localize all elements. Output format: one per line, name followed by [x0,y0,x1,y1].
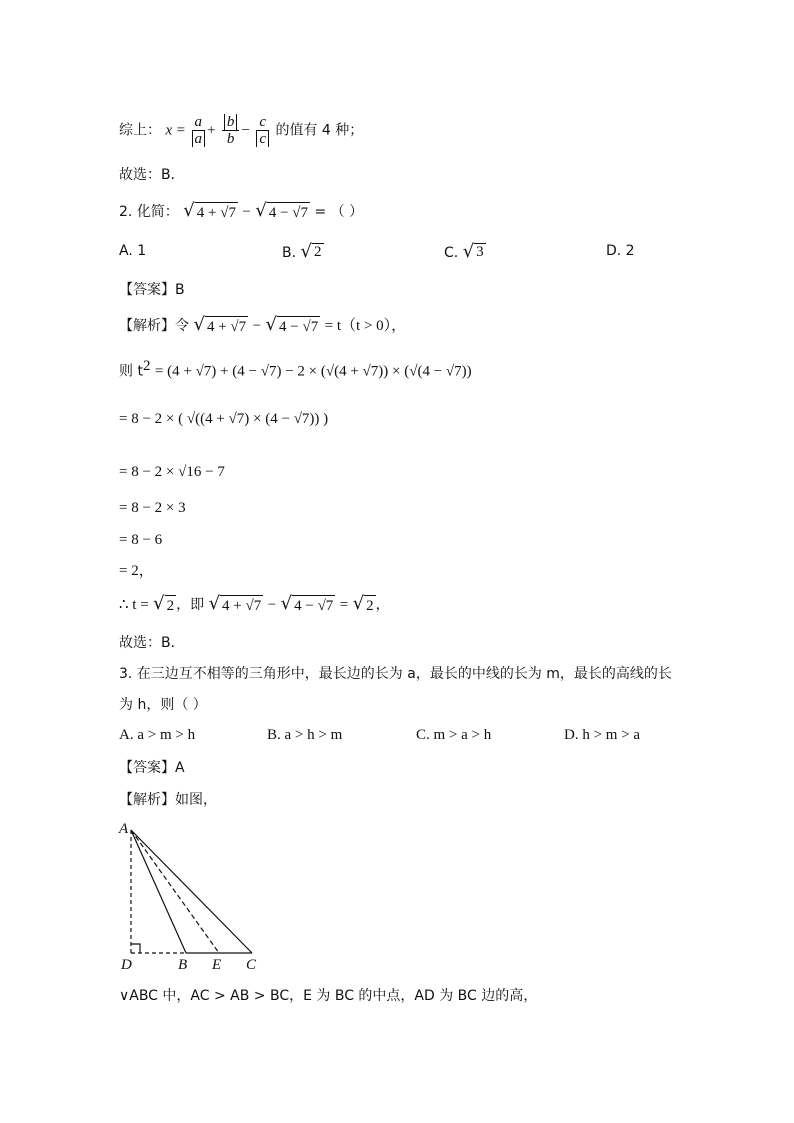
solution-2-line-6: = 2， [119,563,154,579]
solution-2-line-7: ∴ t = √ 2 ，即 √ 4 + √7 − √ 4 − √7 = √ 2 ， [119,593,390,614]
solution-3-head: 【解析】如图， [119,792,217,808]
fraction-a: $\frac{a}{a}$ [192,114,206,147]
solution-2-line-1: 则 $t^2 = (4 + √7) + (4 - √7) - 2 \times (√(4 + √7)) \times (√(4 - √7))$ [119,358,472,380]
question-3-line-1: 3. 在三边互不相等的三角形中，最长边的长为 a，最长的中线的长为 m，最长的高线的长 [119,666,672,682]
point-label-a: A [119,821,129,837]
point-label-c: C [246,957,257,973]
q3-option-a: A. a > m > h [119,727,196,743]
sqrt-expr-b: √ 4 − √7 [255,200,309,221]
sqrt-expr-a: √ 4 + √7 [183,200,236,221]
point-label-b: B [178,957,188,973]
point-label-e: E [212,957,222,973]
point-label-d: D [121,957,132,973]
q2-option-d: D. 2 [606,243,635,259]
solution-2-line-3: = 8 − 2 × √16 − 7 [119,464,225,480]
q2-option-a: A. 1 [119,243,147,259]
triangle-figure [112,816,292,976]
solution-2-head: 【解析】令 √ 4 + √7 − √ 4 − √7 = t（t > 0）， [119,314,407,335]
q2-option-c: C. √ 3 [444,241,484,262]
q2-option-b: B. √ 2 [282,241,322,262]
question-2: 2. 化简： √ 4 + √7 − √ 4 − √7 = （ ） [119,200,364,221]
fraction-b: $\frac{b}{b}$ [222,114,240,147]
q3-option-d: D. h > m > a [564,727,641,743]
choose-1: 故选：B． [119,167,185,183]
q3-option-b: B. a > h > m [267,727,343,743]
fraction-c: $\frac{c}{c}$ [256,114,269,147]
solution-2-line-4: = 8 − 2 × 3 [119,500,186,516]
question-3-line-2: 为 h，则（ ） [119,697,207,713]
q3-option-c: C. m > a > h [416,727,492,743]
answer-2: 【答案】B [119,282,185,298]
summary-line: 综上： x = $\frac{a}{a}$ + $\frac{b}{b}$ − $\frac{c}{c}$ 的值有 4 种； [119,114,364,147]
final-line: ∨ABC 中，AC > AB > BC，E 为 BC 的中点，AD 为 BC 边的高， [119,988,538,1004]
answer-3: 【答案】A [119,760,185,776]
choose-2: 故选：B． [119,635,185,651]
solution-2-line-5: = 8 − 6 [119,532,163,548]
solution-2-line-2: = 8 − 2 × ( √((4 + √7) × (4 − √7)) ) [119,411,329,427]
